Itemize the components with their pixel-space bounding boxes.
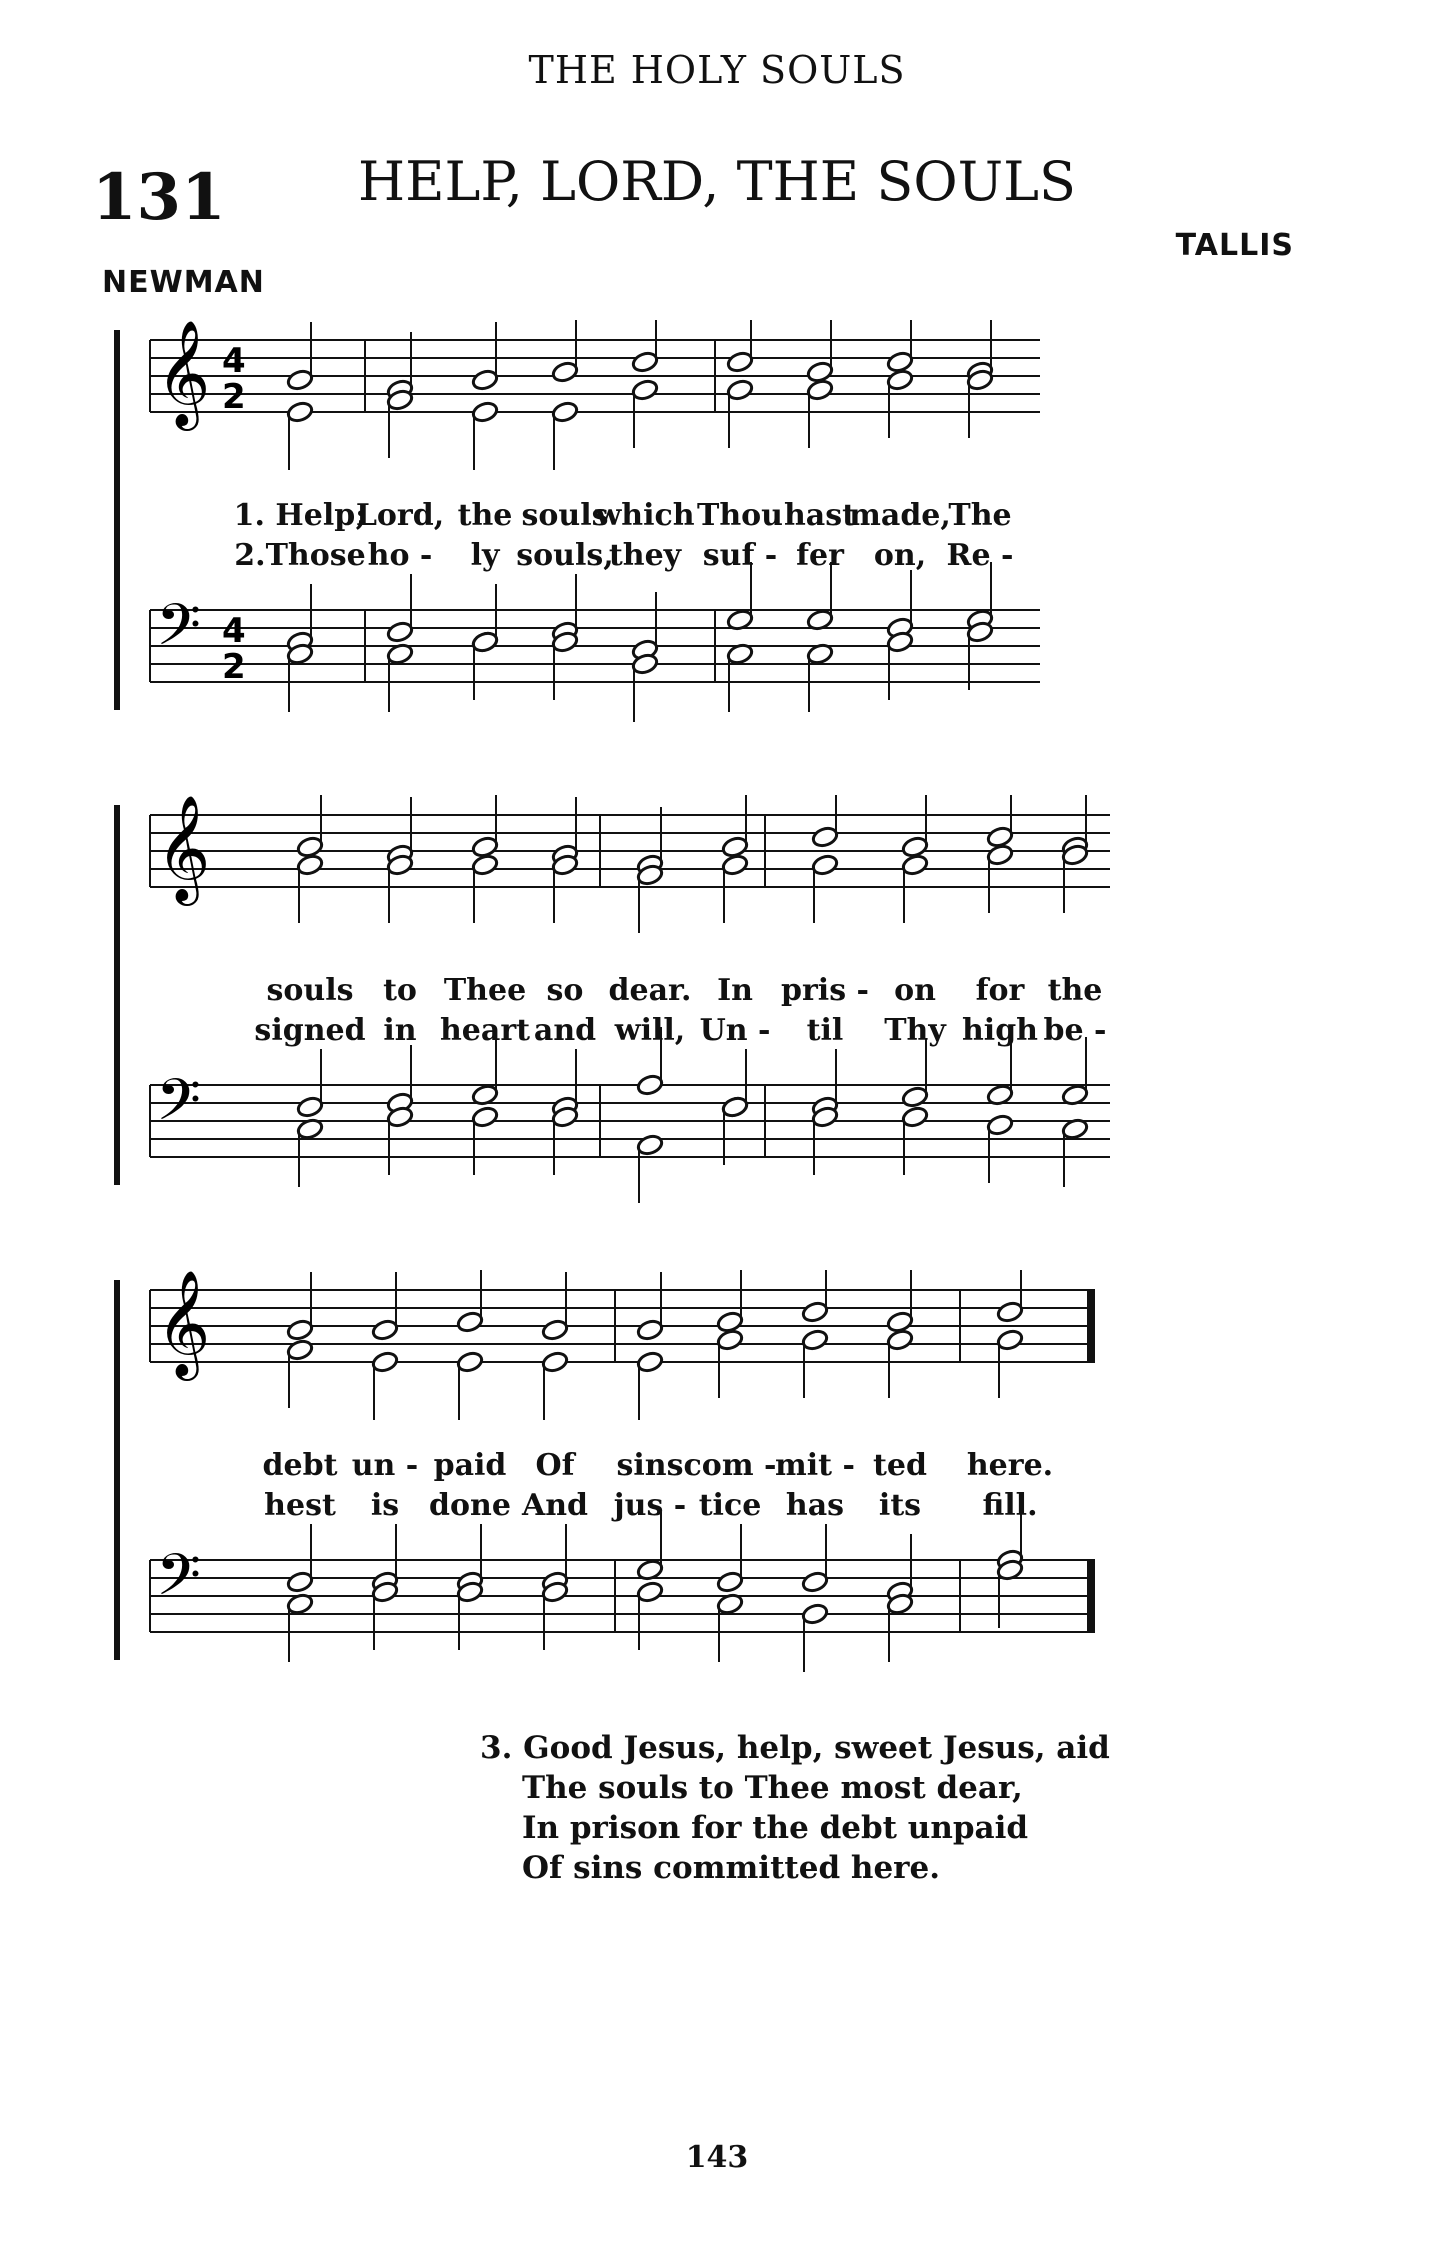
note-head	[801, 1602, 829, 1625]
verse-2-lyrics	[110, 1488, 1350, 1528]
lyric-syllable: souls	[266, 973, 354, 1008]
note-head	[996, 1328, 1024, 1351]
note-head	[901, 1085, 929, 1108]
lyric-syllable: fer	[796, 538, 844, 573]
note-head	[471, 368, 499, 391]
lyric-syllable: tice	[698, 1488, 762, 1523]
lyric-syllable: And	[521, 1488, 589, 1523]
lyric-syllable: Un -	[699, 1013, 771, 1048]
note-head	[286, 400, 314, 423]
lyric-syllable: Of	[535, 1448, 575, 1483]
note-head	[801, 1300, 829, 1323]
lyric-syllable: paid	[433, 1448, 507, 1483]
music-system-2	[110, 795, 1350, 1215]
lyric-syllable: hest	[264, 1488, 336, 1523]
verse-2-lyrics	[110, 1013, 1350, 1053]
lyric-syllable: in	[383, 1013, 417, 1048]
stanza-line-1: 3. Good Jesus, help, sweet Jesus, aid	[480, 1730, 1110, 1766]
lyric-syllable: for	[975, 973, 1025, 1008]
lyric-syllable: will,	[614, 1013, 686, 1048]
note-head	[456, 1310, 484, 1333]
note-head	[551, 400, 579, 423]
note-head	[631, 350, 659, 373]
note-head	[726, 378, 754, 401]
lyric-syllable: Re -	[946, 538, 1014, 573]
lyric-syllable: on,	[873, 538, 927, 573]
note-head	[721, 853, 749, 876]
stanza-line-4: Of sins committed here.	[522, 1850, 941, 1886]
lyric-syllable: The	[948, 498, 1012, 533]
note-head	[551, 360, 579, 383]
note-head	[636, 1073, 664, 1096]
note-head	[541, 1350, 569, 1373]
music-system-3	[110, 1270, 1350, 1690]
note-head	[471, 1105, 499, 1128]
note-head	[986, 825, 1014, 848]
lyric-syllable: the	[1047, 973, 1103, 1008]
time-signature-top: 4	[222, 341, 246, 381]
final-barline	[1087, 1560, 1095, 1632]
note-head	[811, 825, 839, 848]
lyric-syllable: is	[370, 1488, 400, 1523]
note-head	[286, 1318, 314, 1341]
lyric-syllable: fill.	[982, 1488, 1038, 1523]
hymn-number: 131	[92, 160, 226, 235]
note-head	[471, 630, 499, 653]
lyric-syllable: suf -	[702, 538, 778, 573]
note-head	[386, 620, 414, 643]
lyric-syllable: ted	[873, 1448, 927, 1483]
lyric-syllable: debt	[262, 1448, 338, 1483]
note-head	[801, 1328, 829, 1351]
treble-clef: 𝄞	[156, 320, 211, 426]
note-head	[986, 1113, 1014, 1136]
note-head	[296, 835, 324, 858]
lyric-syllable: til	[806, 1013, 844, 1048]
note-head	[286, 1570, 314, 1593]
lyric-syllable: and	[533, 1013, 597, 1048]
lyric-syllable: Thy	[884, 1013, 946, 1048]
verse-2-lyrics	[110, 538, 1350, 578]
lyric-syllable: the	[457, 498, 513, 533]
bass-clef: 𝄢	[156, 1541, 202, 1623]
lyric-syllable: un -	[351, 1448, 419, 1483]
note-head	[716, 1328, 744, 1351]
page-number: 143	[685, 2140, 749, 2175]
lyric-syllable: here.	[966, 1448, 1054, 1483]
lyric-syllable: jus -	[613, 1488, 687, 1523]
lyric-syllable: pris -	[781, 973, 869, 1008]
lyric-syllable: its	[878, 1488, 922, 1523]
note-head	[636, 1580, 664, 1603]
note-head	[886, 1310, 914, 1333]
lyric-syllable: so	[546, 973, 584, 1008]
lyric-syllable: mit -	[775, 1448, 855, 1483]
note-head	[716, 1570, 744, 1593]
stanza-line-3: In prison for the debt unpaid	[522, 1810, 1029, 1846]
note-head	[456, 1350, 484, 1373]
note-head	[901, 835, 929, 858]
note-head	[901, 1105, 929, 1128]
note-head	[286, 1338, 314, 1361]
note-head	[801, 1570, 829, 1593]
lyric-syllable: signed	[254, 1013, 366, 1048]
time-signature-bottom: 2	[222, 647, 246, 687]
time-signature-top: 4	[222, 611, 246, 651]
note-head	[886, 350, 914, 373]
lyric-syllable: to	[383, 973, 417, 1008]
lyric-syllable: high	[962, 1013, 1038, 1048]
time-signature-bottom: 2	[222, 377, 246, 417]
lyric-syllable: ho -	[367, 538, 433, 573]
lyric-syllable: sins	[616, 1448, 684, 1483]
note-head	[806, 360, 834, 383]
lyric-syllable: which	[595, 498, 695, 533]
note-head	[371, 1318, 399, 1341]
music-system-1	[110, 320, 1350, 740]
note-head	[296, 1095, 324, 1118]
note-head	[636, 1350, 664, 1373]
lyric-syllable: done	[429, 1488, 511, 1523]
hymn-title: HELP, LORD, THE SOULS	[358, 150, 1076, 213]
note-head	[811, 853, 839, 876]
final-barline	[1087, 1290, 1095, 1362]
note-head	[636, 1318, 664, 1341]
stanza-number: 3.	[480, 1730, 513, 1766]
note-head	[716, 1310, 744, 1333]
note-head	[296, 853, 324, 876]
verse-1-lyrics	[110, 498, 1350, 538]
verse-1-lyrics	[110, 1448, 1350, 1488]
lyric-syllable: on	[894, 973, 936, 1008]
treble-clef: 𝄞	[156, 795, 211, 901]
lyric-syllable: com -	[683, 1448, 777, 1483]
note-head	[886, 368, 914, 391]
note-head	[631, 378, 659, 401]
note-head	[721, 1095, 749, 1118]
lyric-syllable: 1. Help;	[233, 498, 367, 533]
lyric-syllable: dear.	[608, 973, 692, 1008]
note-head	[726, 350, 754, 373]
bass-clef: 𝄢	[156, 1066, 202, 1148]
note-head	[471, 853, 499, 876]
section-header: THE HOLY SOULS	[528, 48, 906, 92]
author-name: NEWMAN	[102, 265, 265, 300]
stanza-line-2: The souls to Thee most dear,	[522, 1770, 1023, 1806]
stanza-3	[480, 1728, 1110, 1888]
lyric-syllable: heart	[440, 1013, 530, 1048]
note-head	[471, 400, 499, 423]
note-head	[636, 1133, 664, 1156]
tune-name: TALLIS	[1175, 228, 1294, 263]
note-head	[986, 843, 1014, 866]
note-head	[371, 1350, 399, 1373]
verse-1-lyrics	[110, 973, 1350, 1013]
lyric-syllable: made,	[849, 498, 951, 533]
note-head	[886, 1328, 914, 1351]
lyric-syllable: In	[717, 973, 753, 1008]
lyric-syllable: ly	[470, 538, 500, 573]
note-head	[471, 835, 499, 858]
note-head	[901, 853, 929, 876]
lyric-syllable: has	[785, 1488, 845, 1523]
lyric-syllable: they	[608, 538, 682, 573]
lyric-syllable: hast	[784, 498, 856, 533]
note-head	[721, 835, 749, 858]
lyric-syllable: 2.Those	[234, 538, 366, 573]
lyric-syllable: souls	[521, 498, 609, 533]
note-head	[996, 1300, 1024, 1323]
treble-clef: 𝄞	[156, 1270, 211, 1376]
lyric-syllable: Lord,	[355, 498, 445, 533]
bass-clef: 𝄢	[156, 591, 202, 673]
lyric-syllable: Thou	[697, 498, 783, 533]
lyric-syllable: souls,	[516, 538, 614, 573]
lyric-syllable: Thee	[443, 973, 527, 1008]
note-head	[286, 368, 314, 391]
note-head	[541, 1318, 569, 1341]
note-head	[806, 378, 834, 401]
lyric-syllable: be -	[1043, 1013, 1107, 1048]
